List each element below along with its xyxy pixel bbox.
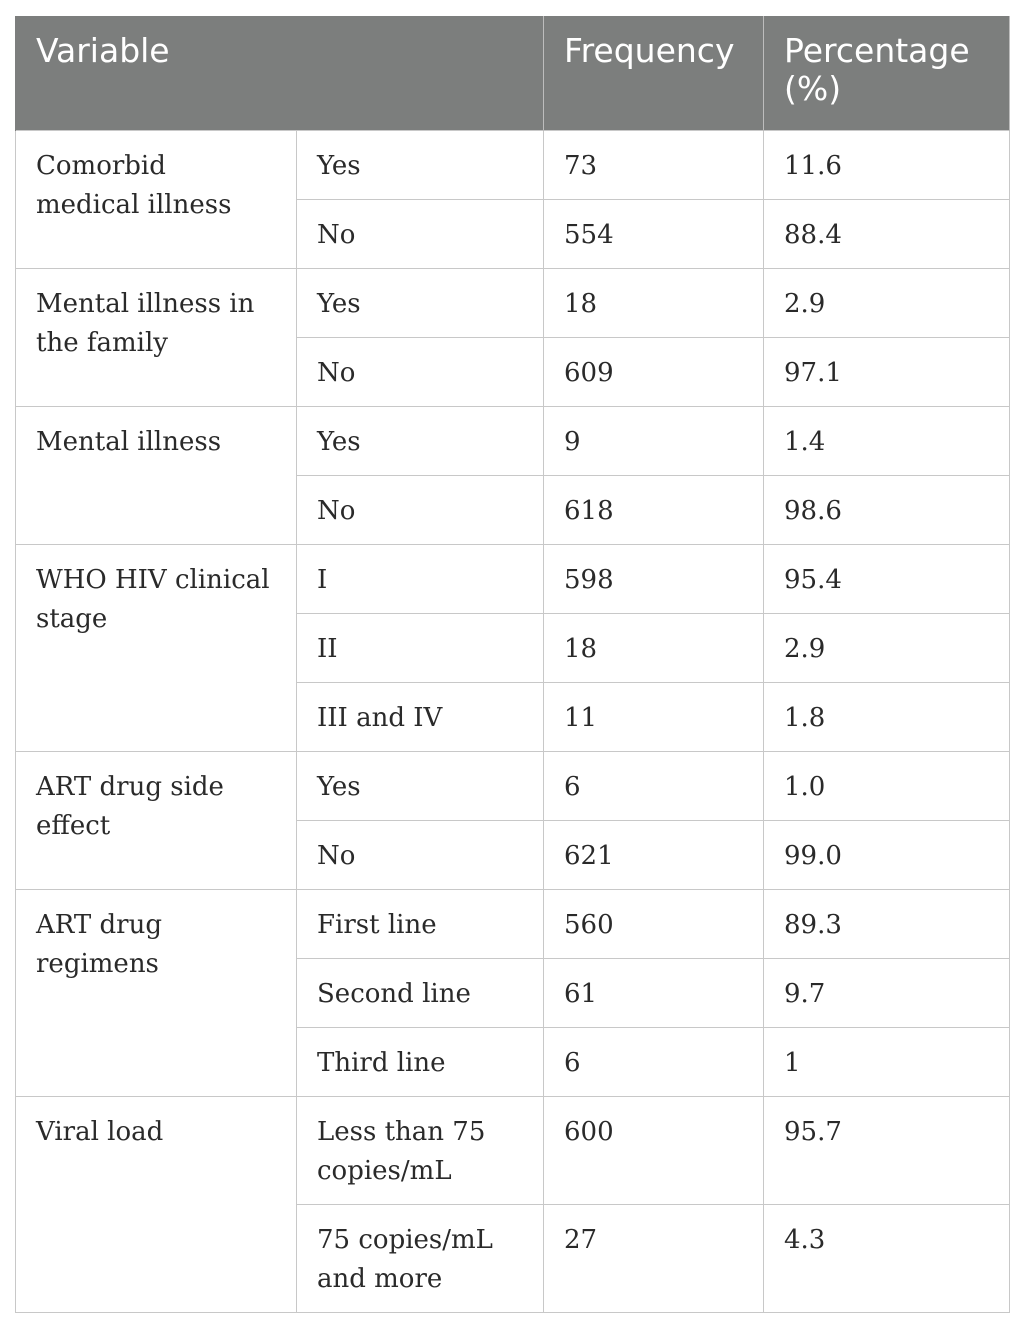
variable-cell: Mental illness in the family	[16, 268, 297, 406]
frequency-cell: 18	[544, 268, 764, 337]
percentage-cell: 2.9	[764, 268, 1010, 337]
percentage-cell: 95.7	[764, 1096, 1010, 1204]
percentage-cell: 1.4	[764, 406, 1010, 475]
frequency-cell: 73	[544, 130, 764, 199]
category-cell: Second line	[297, 958, 544, 1027]
percentage-cell: 1.8	[764, 682, 1010, 751]
category-cell: Third line	[297, 1027, 544, 1096]
percentage-cell: 88.4	[764, 199, 1010, 268]
percentage-cell: 11.6	[764, 130, 1010, 199]
category-cell: First line	[297, 889, 544, 958]
category-cell: Yes	[297, 751, 544, 820]
percentage-cell: 99.0	[764, 820, 1010, 889]
category-cell: No	[297, 337, 544, 406]
variable-cell: Viral load	[16, 1096, 297, 1312]
category-cell: Yes	[297, 406, 544, 475]
frequency-cell: 618	[544, 475, 764, 544]
category-cell: Less than 75 copies/mL	[297, 1096, 544, 1204]
frequency-cell: 27	[544, 1204, 764, 1312]
table-row	[16, 889, 1010, 958]
frequency-cell: 61	[544, 958, 764, 1027]
frequency-cell: 609	[544, 337, 764, 406]
percentage-cell: 95.4	[764, 544, 1010, 613]
category-cell: No	[297, 475, 544, 544]
frequency-cell: 600	[544, 1096, 764, 1204]
category-cell: 75 copies/mL and more	[297, 1204, 544, 1312]
percentage-cell: 97.1	[764, 337, 1010, 406]
frequency-cell: 18	[544, 613, 764, 682]
variable-cell: ART drug regimens	[16, 889, 297, 1096]
table-row	[16, 1096, 1010, 1204]
table-row	[16, 268, 1010, 337]
category-cell: No	[297, 820, 544, 889]
variable-cell: Mental illness	[16, 406, 297, 544]
frequency-cell: 6	[544, 751, 764, 820]
category-cell: No	[297, 199, 544, 268]
header-variable: Variable	[16, 16, 544, 130]
category-cell: III and IV	[297, 682, 544, 751]
category-cell: I	[297, 544, 544, 613]
percentage-cell: 1	[764, 1027, 1010, 1096]
frequency-cell: 598	[544, 544, 764, 613]
percentage-cell: 1.0	[764, 751, 1010, 820]
variable-cell: WHO HIV clinical stage	[16, 544, 297, 751]
percentage-cell: 98.6	[764, 475, 1010, 544]
category-cell: Yes	[297, 268, 544, 337]
percentage-cell: 9.7	[764, 958, 1010, 1027]
frequency-cell: 554	[544, 199, 764, 268]
header-row	[16, 16, 1010, 130]
table-row	[16, 406, 1010, 475]
frequency-cell: 11	[544, 682, 764, 751]
category-cell: Yes	[297, 130, 544, 199]
header-percentage: Percentage (%)	[764, 16, 1010, 130]
header-frequency: Frequency	[544, 16, 764, 130]
table-row	[16, 544, 1010, 613]
percentage-cell: 2.9	[764, 613, 1010, 682]
variable-cell: Comorbid medical illness	[16, 130, 297, 268]
percentage-cell: 4.3	[764, 1204, 1010, 1312]
percentage-cell: 89.3	[764, 889, 1010, 958]
frequency-cell: 621	[544, 820, 764, 889]
category-cell: II	[297, 613, 544, 682]
table-header	[16, 16, 1010, 130]
frequency-cell: 9	[544, 406, 764, 475]
frequency-cell: 560	[544, 889, 764, 958]
table-row	[16, 130, 1010, 199]
data-table	[15, 16, 1010, 1313]
table-row	[16, 751, 1010, 820]
table-body	[16, 130, 1010, 1312]
frequency-cell: 6	[544, 1027, 764, 1096]
variable-cell: ART drug side effect	[16, 751, 297, 889]
